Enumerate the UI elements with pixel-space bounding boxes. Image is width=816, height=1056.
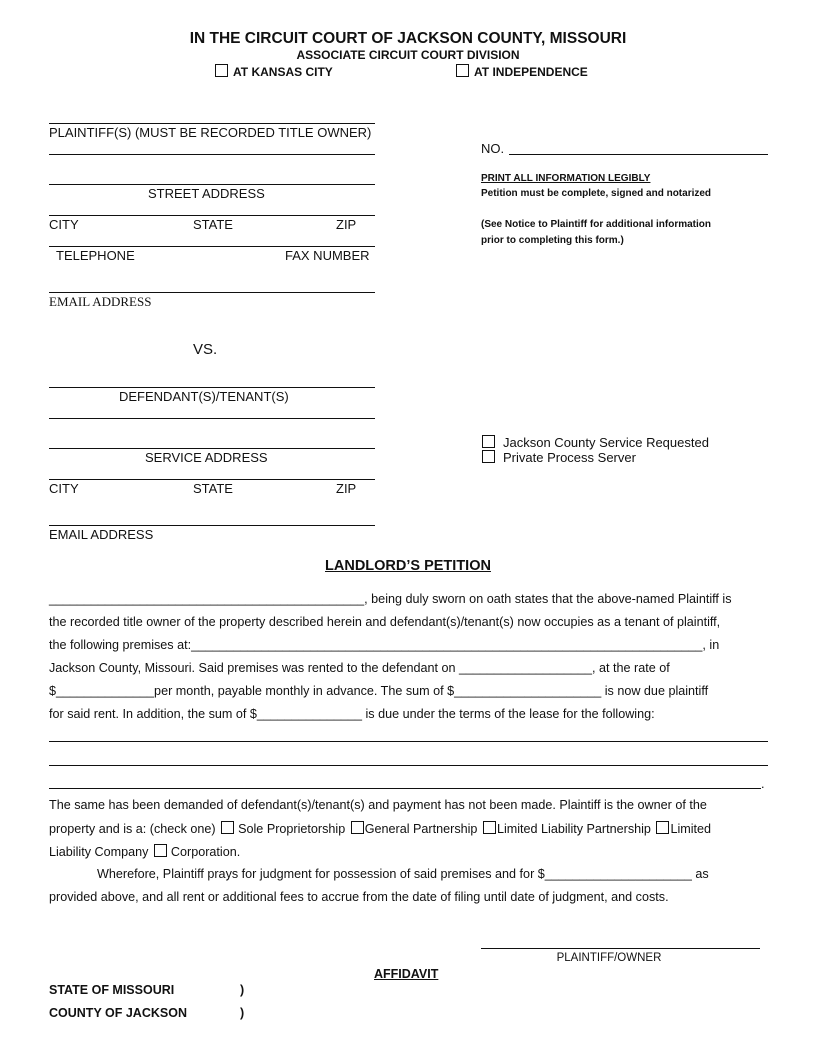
notice-line-1: (See Notice to Plaintiff for additional information (481, 219, 712, 230)
plaintiff-street-line[interactable] (49, 184, 375, 185)
defendant-name-line[interactable] (49, 387, 375, 388)
llc-corporation-row (49, 844, 240, 859)
general-partnership-checkbox[interactable] (351, 821, 364, 834)
location-independence[interactable] (456, 64, 588, 79)
defendant-name-line-2[interactable] (49, 418, 375, 419)
plaintiff-street-label: STREET ADDRESS (148, 186, 265, 201)
service-option-county[interactable] (482, 435, 709, 450)
independence-label: AT INDEPENDENCE (474, 65, 588, 79)
llc-checkbox[interactable] (656, 821, 669, 834)
general-partnership-label: General Partnership (364, 822, 478, 836)
defendant-city-line[interactable] (49, 479, 375, 480)
llc-label-part-1: Limited (670, 822, 712, 836)
defendant-service-line[interactable] (49, 448, 375, 449)
location-kansas-city[interactable] (215, 64, 333, 79)
petition-line-5: $______________per month, payable monthly in advance. The sum of $_____________________ is now due plaintiff (49, 684, 709, 698)
state-paren: ) (240, 983, 245, 997)
affidavit-title: AFFIDAVIT (374, 967, 439, 981)
private-server-label: Private Process Server (503, 450, 636, 465)
plaintiff-name-line-2[interactable] (49, 154, 375, 155)
county-paren: ) (240, 1006, 245, 1020)
llp-checkbox[interactable] (483, 821, 496, 834)
print-legibly-note: PRINT ALL INFORMATION LEGIBLY (481, 173, 651, 184)
service-option-private[interactable] (482, 450, 636, 465)
petition-line-2: the recorded title owner of the property described herein and defendant(s)/tenant(s) now occupies as a tenant of plaintiff, (49, 615, 721, 629)
petition-complete-note: Petition must be complete, signed and notarized (481, 188, 712, 199)
plaintiff-fax-label: FAX NUMBER (285, 248, 370, 263)
llp-label: Limited Liability Partnership (496, 822, 651, 836)
independence-checkbox[interactable] (456, 64, 469, 77)
wherefore-line: Wherefore, Plaintiff prays for judgment for possession of said premises and for $_____________________ as (97, 867, 709, 881)
petition-title: LANDLORD’S PETITION (325, 558, 491, 574)
plaintiff-name-line[interactable] (49, 123, 375, 124)
kansas-city-checkbox[interactable] (215, 64, 228, 77)
lease-terms-line-3[interactable] (49, 788, 761, 789)
court-division: ASSOCIATE CIRCUIT COURT DIVISION (296, 48, 520, 62)
defendant-state-label: STATE (193, 481, 233, 496)
corporation-checkbox[interactable] (154, 844, 167, 857)
defendant-name-label: DEFENDANT(S)/TENANT(S) (119, 389, 289, 404)
plaintiff-zip-label: ZIP (336, 217, 357, 232)
county-of-jackson: COUNTY OF JACKSON (49, 1006, 187, 1020)
sole-proprietorship-label: Sole Proprietorship (238, 822, 346, 836)
petition-line-1: _____________________________________________, being duly sworn on oath states that the above-named Plaintiff is (49, 592, 732, 606)
plaintiff-signature-line[interactable] (481, 948, 760, 949)
plaintiff-owner-label: PLAINTIFF/OWNER (556, 952, 662, 964)
owner-type-row (49, 821, 711, 836)
case-no-label: NO. (481, 141, 505, 156)
kansas-city-label: AT KANSAS CITY (233, 65, 333, 79)
lease-terms-period: . (761, 777, 765, 791)
plaintiff-telephone-label: TELEPHONE (56, 248, 135, 263)
lease-terms-line-2[interactable] (49, 765, 768, 766)
defendant-email-label: EMAIL ADDRESS (49, 527, 154, 542)
county-service-checkbox[interactable] (482, 435, 495, 448)
corporation-label: Corporation. (170, 845, 241, 859)
plaintiff-city-line[interactable] (49, 215, 375, 216)
plaintiff-name-label: PLAINTIFF(S) (MUST BE RECORDED TITLE OWNER) (49, 125, 372, 140)
case-no-field[interactable] (509, 154, 768, 155)
defendant-email-line[interactable] (49, 525, 375, 526)
defendant-service-label: SERVICE ADDRESS (145, 450, 268, 465)
plaintiff-city-label: CITY (49, 217, 79, 232)
plaintiff-phone-line[interactable] (49, 246, 375, 247)
notice-line-2: prior to completing this form.) (481, 235, 624, 246)
plaintiff-state-label: STATE (193, 217, 233, 232)
lease-terms-line-1[interactable] (49, 741, 768, 742)
versus-label: VS. (193, 341, 218, 358)
private-server-checkbox[interactable] (482, 450, 495, 463)
county-service-label: Jackson County Service Requested (503, 435, 709, 450)
state-of-missouri: STATE OF MISSOURI (49, 983, 175, 997)
defendant-city-label: CITY (49, 481, 79, 496)
petition-line-3: the following premises at:_________________________________________________________________________, in (49, 638, 720, 652)
plaintiff-email-line[interactable] (49, 292, 375, 293)
owner-type-prefix: property and is a: (check one) (49, 822, 216, 836)
demand-line: The same has been demanded of defendant(s)/tenant(s) and payment has not been made. Plaintiff is the owner of the (49, 798, 707, 812)
petition-line-4: Jackson County, Missouri. Said premises was rented to the defendant on ___________________, at the rate of (49, 661, 670, 675)
defendant-zip-label: ZIP (336, 481, 357, 496)
llc-label-part-2: Liability Company (49, 845, 149, 859)
provided-line: provided above, and all rent or additional fees to accrue from the date of filing until date of judgment, and costs. (49, 890, 669, 904)
court-title: IN THE CIRCUIT COURT OF JACKSON COUNTY, MISSOURI (189, 30, 627, 47)
petition-line-6: for said rent. In addition, the sum of $_______________ is due under the terms of the lease for the following: (49, 707, 655, 721)
plaintiff-email-label: EMAIL ADDRESS (49, 294, 152, 309)
sole-proprietorship-checkbox[interactable] (221, 821, 234, 834)
